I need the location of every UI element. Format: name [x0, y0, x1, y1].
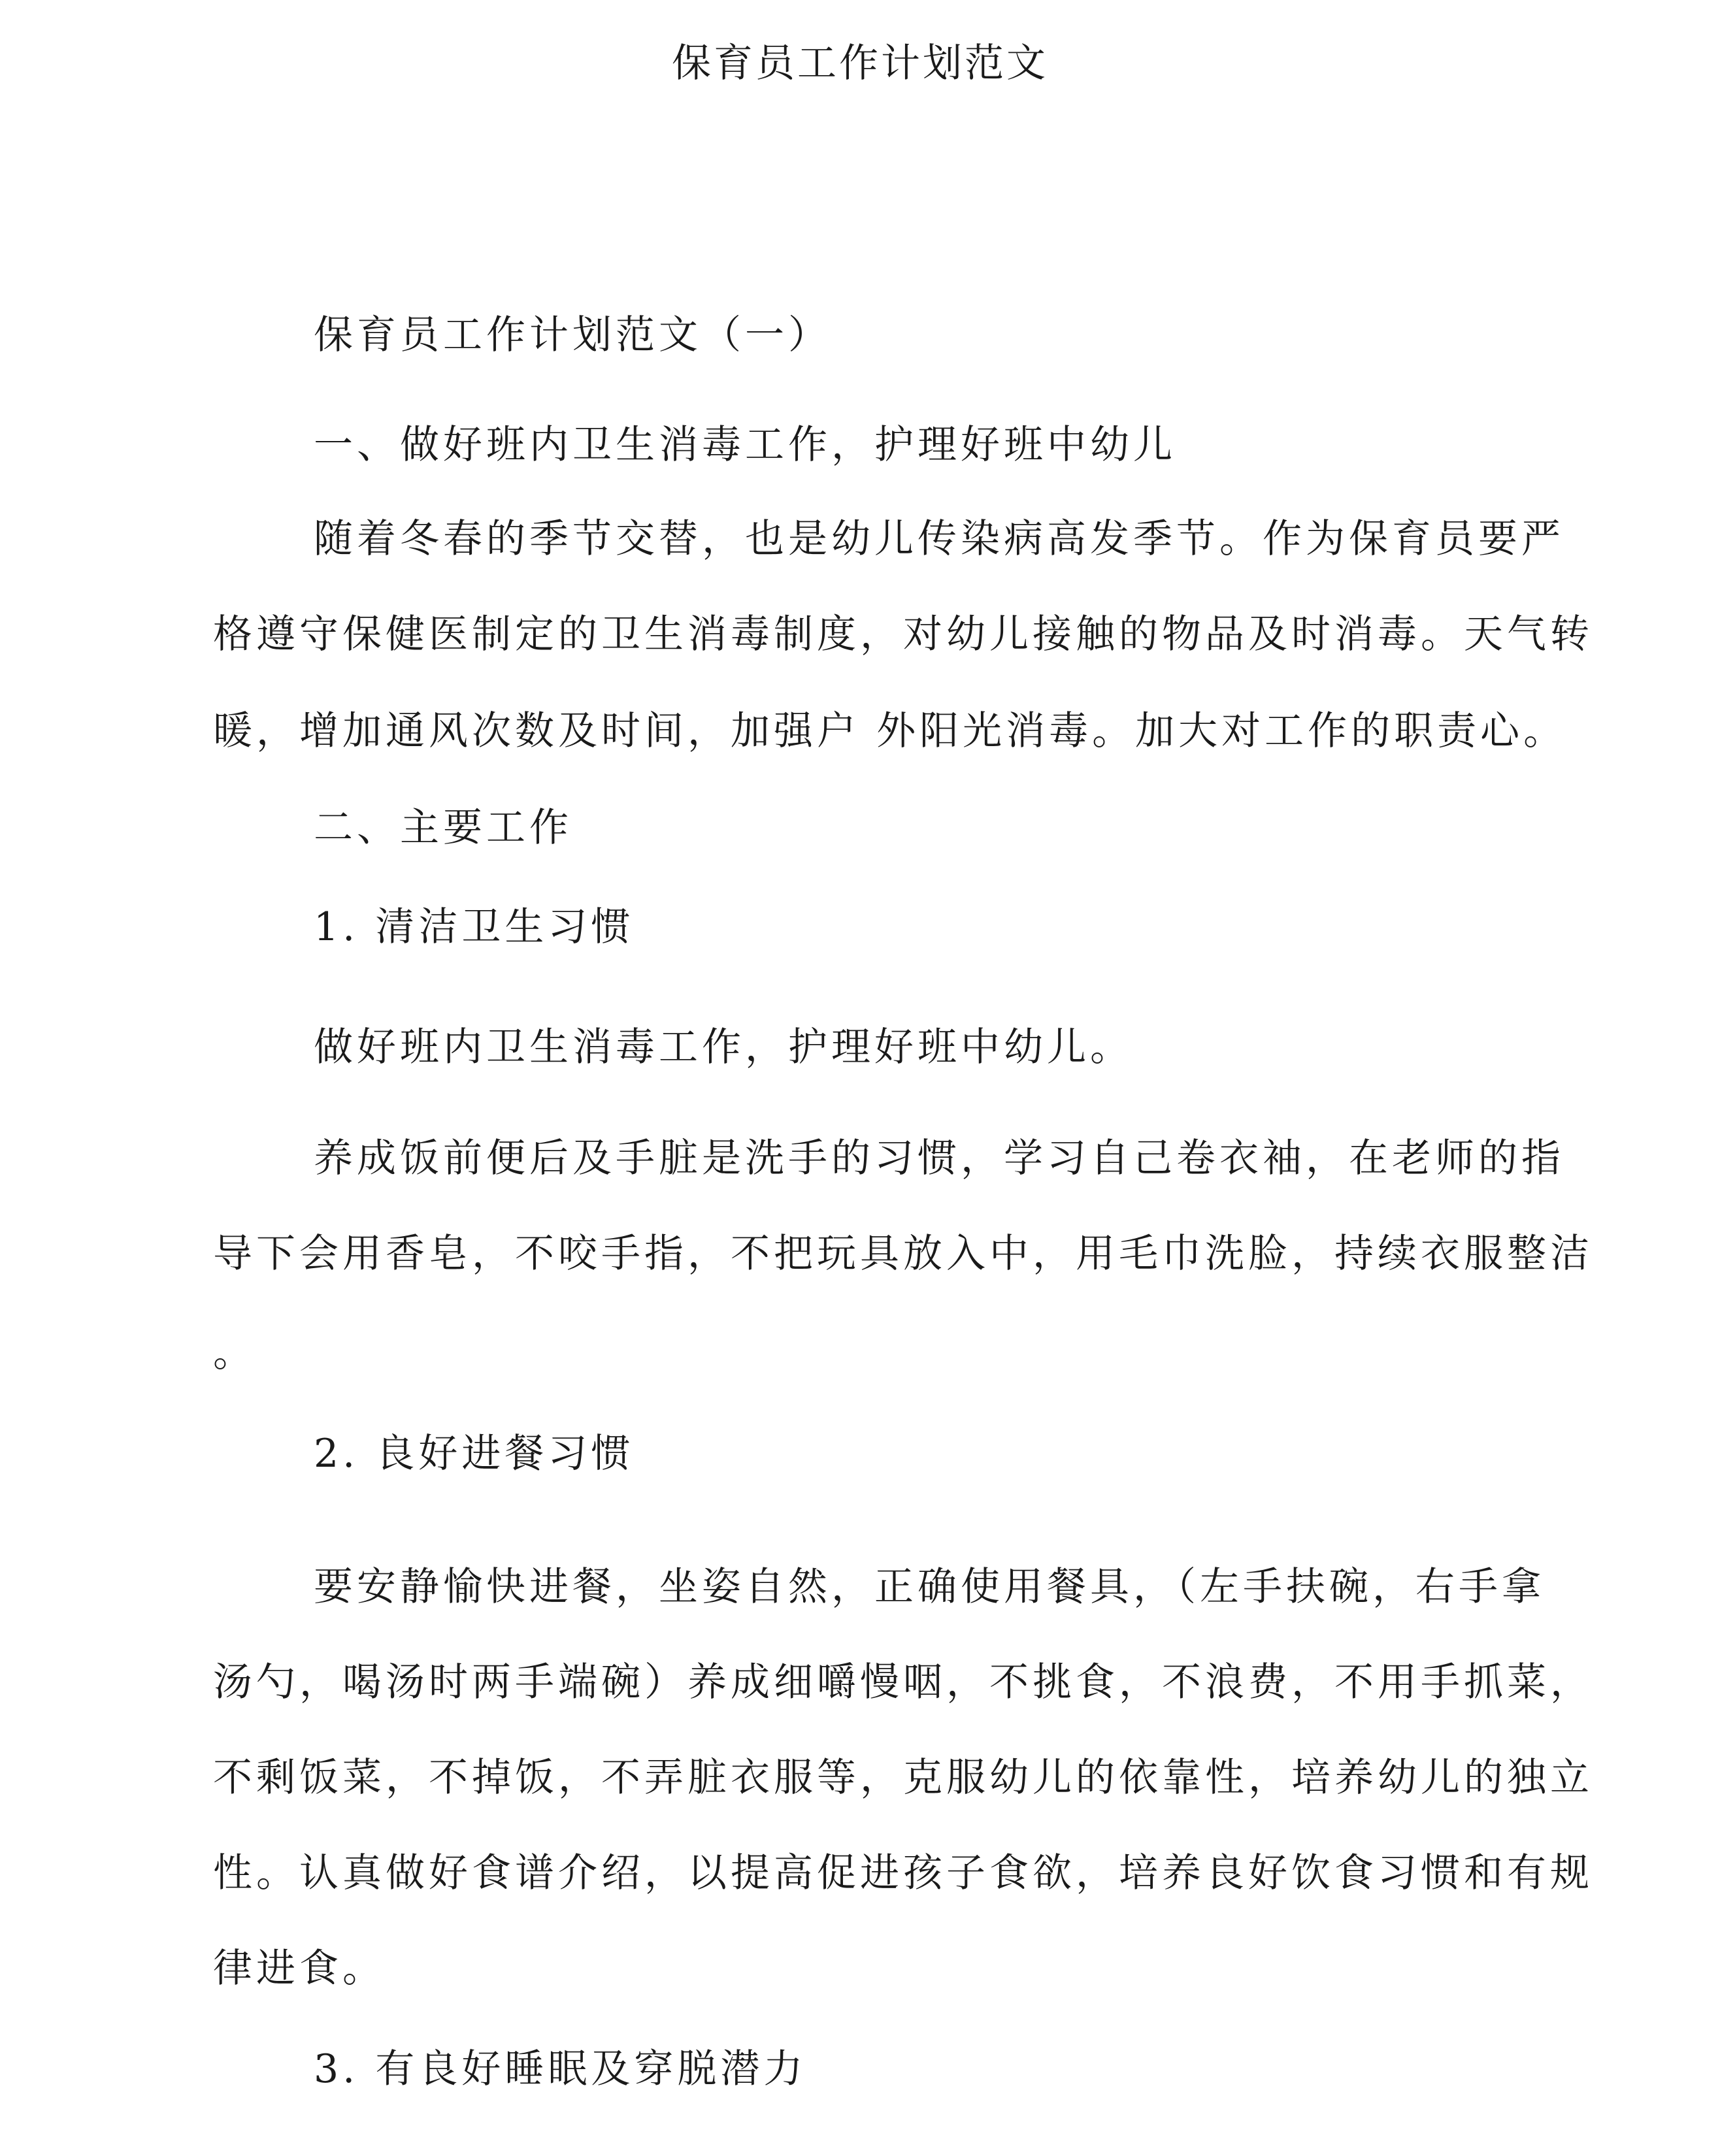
- section2-heading: 二、主要工作: [314, 805, 572, 851]
- item3-heading: 3. 有良好睡眠及穿脱潜力: [314, 2046, 807, 2092]
- section1-para-line: 暖，增加通风次数及时间，加强户 外阳光消毒。加大对工作的职责心。: [213, 708, 1567, 754]
- item1-para-line: 导下会用香皂，不咬手指，不把玩具放入中，用毛巾洗脸，持续衣服整洁: [213, 1231, 1593, 1277]
- document-subtitle: 保育员工作计划范文（一）: [314, 312, 831, 358]
- item1-heading: 1. 清洁卫生习惯: [314, 904, 635, 950]
- item2-para-line: 性。认真做好食谱介绍，以提高促进孩子食欲，培养良好饮食习惯和有规: [213, 1850, 1593, 1896]
- section1-heading: 一、做好班内卫生消毒工作，护理好班中幼儿: [314, 422, 1176, 468]
- item2-para-line: 汤勺，喝汤时两手端碗）养成细嚼慢咽，不挑食，不浪费，不用手抓菜，: [213, 1659, 1593, 1705]
- item2-para-line: 不剩饭菜，不掉饭，不弄脏衣服等，克服幼儿的依靠性，培养幼儿的独立: [213, 1755, 1593, 1801]
- item2-para-line: 律进食。: [213, 1946, 386, 1991]
- section1-para-line: 格遵守保健医制定的卫生消毒制度，对幼儿接触的物品及时消毒。天气转: [213, 612, 1593, 657]
- item1-para-a: 做好班内卫生消毒工作，护理好班中幼儿。: [314, 1024, 1133, 1070]
- document-title: 保育员工作计划范文: [672, 41, 1048, 86]
- item2-para-line: 要安静愉快进餐，坐姿自然，正确使用餐具，（左手扶碗，右手拿: [314, 1564, 1545, 1610]
- item2-heading: 2. 良好进餐习惯: [314, 1431, 635, 1477]
- section1-para-line: 随着冬春的季节交替，也是幼儿传染病高发季节。作为保育员要严: [314, 516, 1564, 562]
- item1-para-line: 。: [213, 1330, 256, 1376]
- item1-para-line: 养成饭前便后及手脏是洗手的习惯，学习自己卷衣袖，在老师的指: [314, 1135, 1564, 1181]
